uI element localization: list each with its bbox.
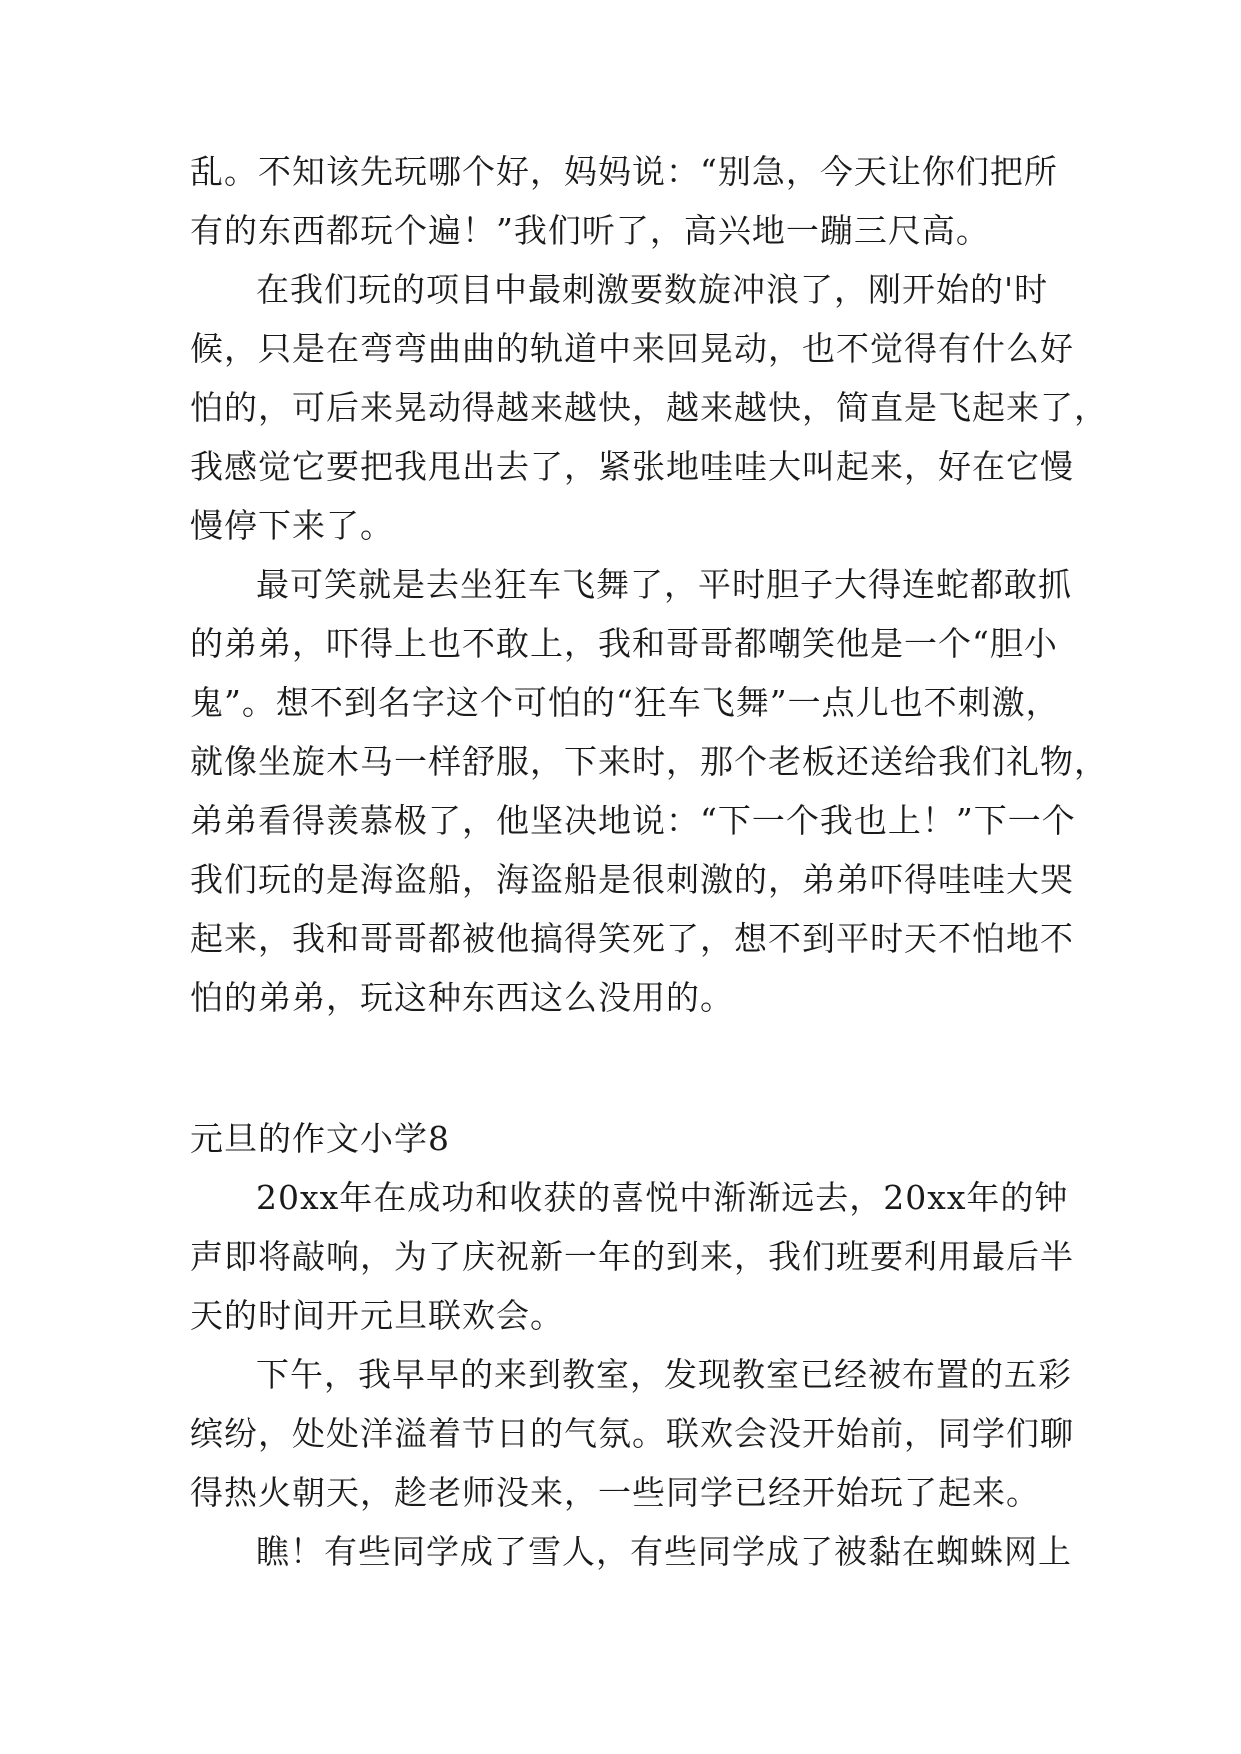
text-line: 起来，我和哥哥都被他搞得笑死了，想不到平时天不怕地不 [190, 919, 1074, 958]
text-line: 最可笑就是去坐狂车飞舞了，平时胆子大得连蛇都敢抓 [256, 565, 1072, 604]
text-line: 瞧！有些同学成了雪人，有些同学成了被黏在蜘蛛网上 [256, 1532, 1072, 1571]
text-line: 20xx年在成功和收获的喜悦中渐渐远去，20xx年的钟 [256, 1178, 1069, 1217]
text-line: 我感觉它要把我甩出去了，紧张地哇哇大叫起来，好在它慢 [190, 447, 1074, 486]
text-line: 鬼”。想不到名字这个可怕的“狂车飞舞”一点儿也不刺激， [190, 683, 1060, 722]
text-line: 得热火朝天，趁老师没来，一些同学已经开始玩了起来。 [190, 1473, 1040, 1512]
text-line: 缤纷，处处洋溢着节日的气氛。联欢会没开始前，同学们聊 [190, 1414, 1074, 1453]
essay-title: 元旦的作文小学8 [190, 1119, 450, 1158]
essay-section-2 [190, 1168, 1074, 1581]
text-line: 声即将敲响，为了庆祝新一年的到来，我们班要利用最后半 [190, 1237, 1074, 1276]
text-line: 乱。不知该先玩哪个好，妈妈说：“别急，今天让你们把所 [190, 152, 1058, 191]
text-line: 慢停下来了。 [190, 506, 394, 545]
text-line: 弟弟看得羡慕极了，他坚决地说：“下一个我也上！”下一个 [190, 801, 1076, 840]
essay-section-1 [190, 142, 1108, 1027]
text-line: 有的东西都玩个遍！”我们听了，高兴地一蹦三尺高。 [190, 211, 990, 250]
text-line: 候，只是在弯弯曲曲的轨道中来回晃动，也不觉得有什么好 [190, 329, 1074, 368]
text-line: 怕的，可后来晃动得越来越快，越来越快，简直是飞起来了， [190, 388, 1108, 427]
text-line: 天的时间开元旦联欢会。 [190, 1296, 564, 1335]
text-line: 就像坐旋木马一样舒服，下来时，那个老板还送给我们礼物， [190, 742, 1108, 781]
text-line: 的弟弟，吓得上也不敢上，我和哥哥都嘲笑他是一个“胆小 [190, 624, 1058, 663]
text-line: 我们玩的是海盗船，海盗船是很刺激的，弟弟吓得哇哇大哭 [190, 860, 1074, 899]
text-line: 怕的弟弟，玩这种东西这么没用的。 [190, 978, 734, 1017]
text-line: 下午，我早早的来到教室，发现教室已经被布置的五彩 [256, 1355, 1072, 1394]
text-line: 在我们玩的项目中最刺激要数旋冲浪了，刚开始的'时 [256, 270, 1049, 309]
